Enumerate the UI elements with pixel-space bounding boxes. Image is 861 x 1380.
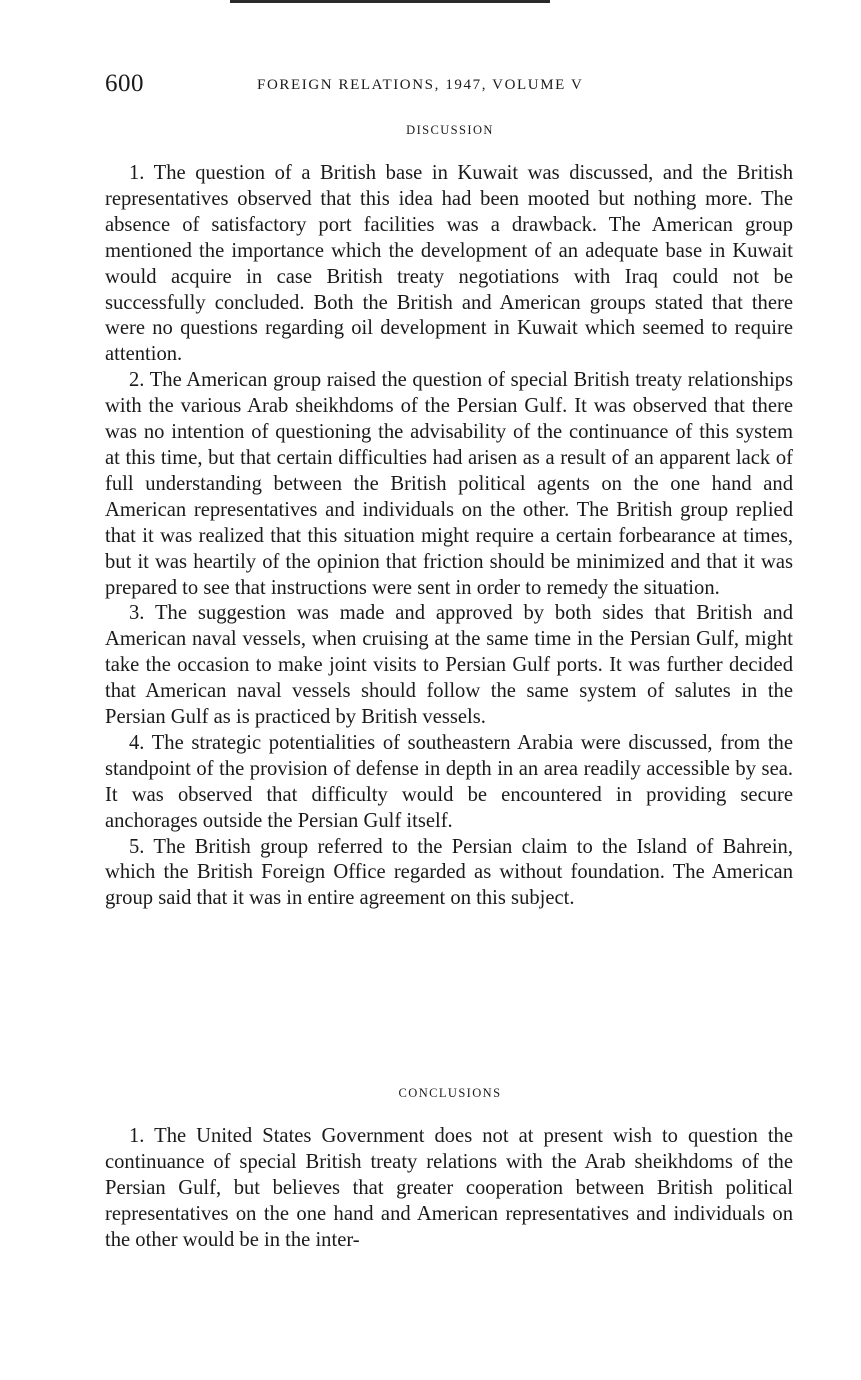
running-head: FOREIGN RELATIONS, 1947, VOLUME V [257, 77, 584, 93]
conclusions-paragraph-1: 1. The United States Government does not at present wish to question the continuance of special British treaty relations with the Arab sheikhdoms of the Persian Gulf, but believes that greater cooperation between British political representatives on the one hand and American representatives and individuals on the other would be in the inter- [105, 1125, 793, 1251]
discussion-paragraph-3: 3. The suggestion was made and approved by both sides that British and American naval vessels, when cruising at the same time in the Persian Gulf, might take the occasion to make joint visits to Persian Gulf ports. It was further decided that American naval vessels should follow the same system of salutes in the Persian Gulf as is practiced by British vessels. [105, 602, 793, 729]
page-number: 600 [105, 70, 144, 97]
discussion-paragraph-5: 5. The British group referred to the Persian claim to the Island of Bahrein, which the British Foreign Office regarded as without foundation. The American group said that it was in entire agreement on this subject. [105, 835, 793, 910]
page-header [105, 68, 795, 102]
discussion-body [105, 161, 793, 912]
discussion-paragraph-2: 2. The American group raised the question of special British treaty relationships with the various Arab sheikhdoms of the Persian Gulf. It was observed that there was no intention of questioning the advisability of the continuance of this system at this time, but that certain difficulties had arisen as a result of an apparent lack of full understanding between the British political agents on the one hand and American representatives and individuals on the other. The British group replied that it was realized that this situation might require a certain forbearance at times, but it was heartily of the opinion that friction should be minimized and that it was prepared to see that instructions were sent in order to remedy the situation. [105, 369, 793, 599]
conclusions-body [105, 1124, 793, 1254]
scan-top-rule [230, 0, 550, 3]
discussion-heading: DISCUSSION [406, 123, 494, 137]
conclusions-heading: CONCLUSIONS [398, 1086, 502, 1100]
discussion-paragraph-1: 1. The question of a British base in Kuwait was discussed, and the British representatives observed that this idea had been mooted but nothing more. The absence of satisfactory port facilities was a drawback. The American group mentioned the importance which the development of an adequate base in Kuwait would acquire in case British treaty negotiations with Iraq could not be successfully concluded. Both the British and American groups stated that there were no questions regarding oil development in Kuwait which seemed to require attention. [105, 162, 793, 366]
discussion-paragraph-4: 4. The strategic potentialities of southeastern Arabia were discussed, from the standpoint of the provision of defense in depth in an area readily accessible by sea. It was observed that difficulty would be encountered in providing secure anchorages outside the Persian Gulf itself. [105, 731, 793, 832]
